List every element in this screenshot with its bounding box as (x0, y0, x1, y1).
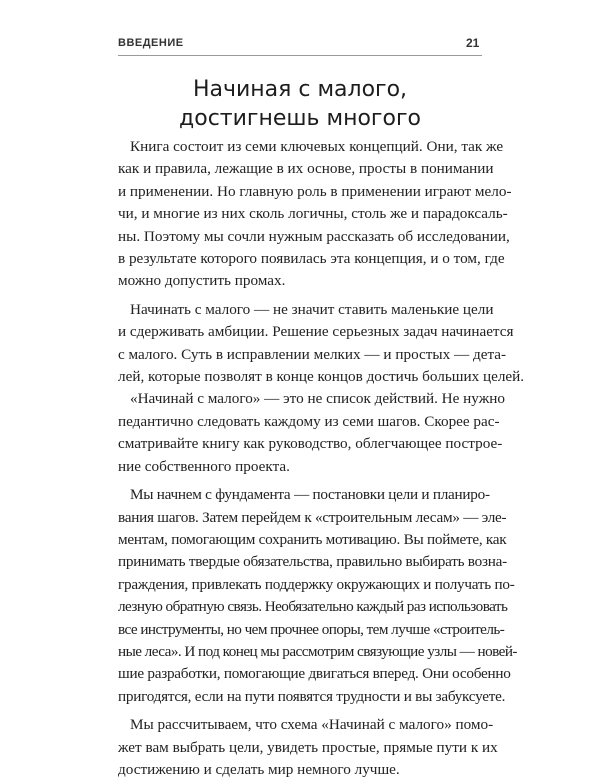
page-number: 21 (466, 36, 480, 50)
text-line: граждения, привлекать поддержку окружающих и получать по- (118, 575, 515, 593)
text-line: пригодятся, если на пути появятся трудности и вы забуксуете. (118, 687, 506, 705)
text-line: «Начинай с малого» — это не список действий. Не нужно (130, 390, 505, 408)
text-line: вания шагов. Затем перейдем к «строительным лесам» — эле- (118, 508, 507, 526)
text-line: и применении. Но главную роль в применении играют мело- (118, 182, 512, 200)
text-line: чи, и многие из них сколь логичны, столь же и парадоксаль- (118, 205, 508, 223)
header-divider (118, 55, 482, 56)
paragraph (118, 299, 525, 389)
text-line: ние собственного проекта. (118, 457, 290, 475)
text-line: лезную обратную связь. Необязательно каждый раз использовать (118, 598, 508, 616)
text-line: можно допустить промах. (118, 272, 286, 290)
chapter-title-line-1: Начиная с малого, (192, 77, 408, 102)
paragraph (118, 388, 505, 478)
chapter-title-line-2: достигнешь многого (179, 106, 421, 131)
text-line: с малого. Суть в исправлении мелких — и простых — дета- (118, 345, 507, 363)
text-line: Мы начнем с фундамента — постановки цели и планиро- (130, 486, 490, 504)
text-line: достижению и сделать мир немного лучше. (118, 760, 400, 778)
text-line: Книга состоит из семи ключевых концепций. Они, так же (130, 138, 504, 155)
text-line: в результате которого появилась эта концепция, и о том, где (118, 250, 505, 268)
text-line: ные леса». И под конец мы рассмотрим связующие узлы — новей- (118, 642, 517, 660)
text-line: как и правила, лежащие в их основе, просты в понимании (118, 160, 494, 178)
running-head: ВВЕДЕНИЕ (118, 37, 184, 49)
text-line: педантично следовать каждому из семи шагов. Скорее рас- (118, 412, 500, 430)
text-line: Мы рассчитываем, что схема «Начинай с малого» помо- (130, 716, 494, 734)
paragraph (118, 714, 498, 781)
text-line: все инструменты, но чем прочнее опоры, тем лучше «строитель- (118, 620, 505, 638)
text-line: шие разработки, помогающие двигаться вперед. Они особенно (118, 665, 511, 683)
text-line: Начинать с малого — не значит ставить маленькие цели (130, 300, 494, 318)
text-line: и сдерживать амбиции. Решение серьезных задач начинается (118, 323, 514, 341)
text-line: принимать твердые обязательства, правильно выбирать возна- (118, 553, 507, 571)
paragraph (118, 484, 517, 708)
text-line: лей, которые позволят в конце концов достичь больших целей. (118, 368, 525, 386)
paragraph (118, 136, 512, 293)
chapter-title (100, 75, 500, 133)
text-line: жет вам выбрать цели, увидеть простые, прямые пути к их (118, 738, 498, 756)
text-line: сматривайте книгу как руководство, облегчающее построе- (118, 435, 503, 453)
text-line: ны. Поэтому мы сочли нужным рассказать об исследовании, (118, 227, 510, 245)
text-line: ментам, помогающим сохранить мотивацию. Вы поймете, как (118, 530, 507, 548)
body-text (118, 136, 525, 781)
